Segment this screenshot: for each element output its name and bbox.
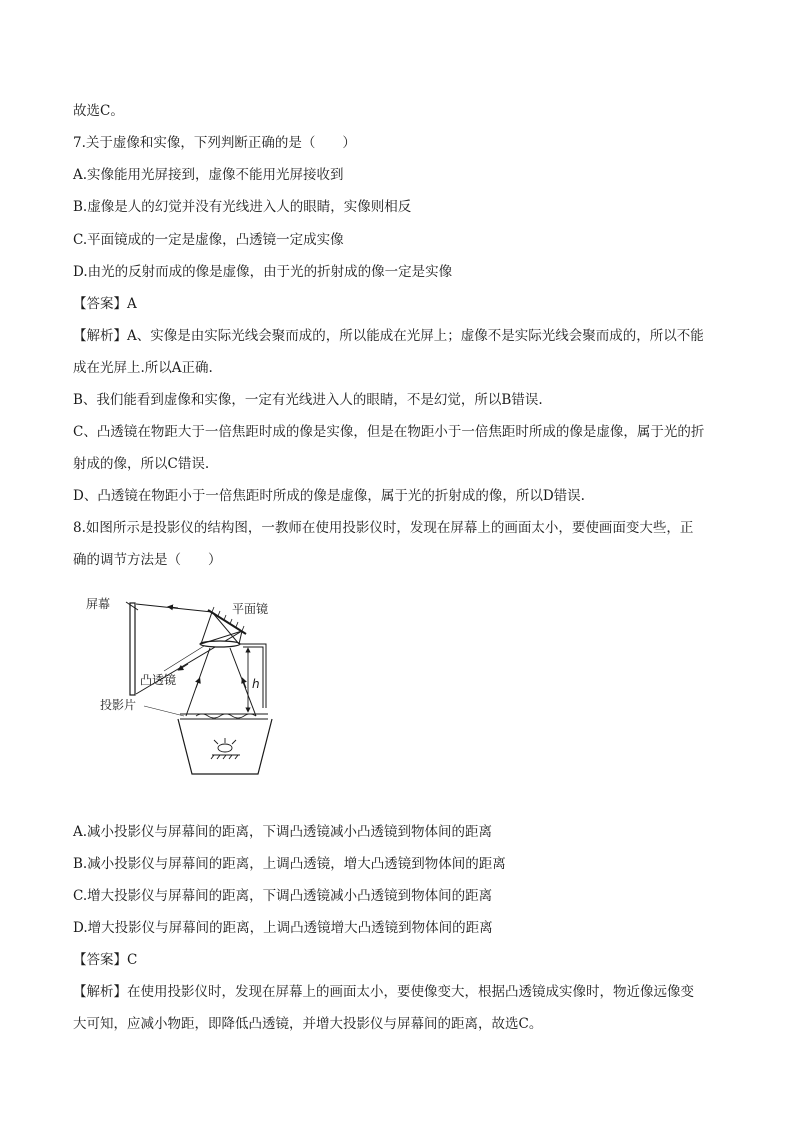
question-8-analysis: 大可知，应减小物距，即降低凸透镜，并增大投影仪与屏幕间的距离，故选C。	[73, 1016, 543, 1032]
slide-label: 投影片	[100, 698, 137, 712]
projection-slide-shape	[180, 714, 268, 719]
question-8-stem: 8.如图所示是投影仪的结构图，一教师在使用投影仪时，发现在屏幕上的画面太小，要使画面变大些，正	[73, 520, 694, 536]
question-7-option-b: B.虚像是人的幻觉并没有光线进入人的眼睛，实像则相反	[73, 199, 412, 215]
question-7-option-a: A.实像能用光屏接到，虚像不能用光屏接收到	[73, 167, 344, 183]
question-8-option-d: D.增大投影仪与屏幕间的距离，上调凸透镜增大凸透镜到物体间的距离	[73, 920, 493, 936]
question-7-answer: 【答案】A	[73, 296, 137, 312]
question-7-analysis: D、凸透镜在物距小于一倍焦距时所成的像是虚像，属于光的折射成的像，所以D错误.	[73, 488, 585, 504]
text-line: 故选C。	[73, 103, 124, 119]
question-7-analysis: 成在光屏上.所以A正确.	[73, 360, 213, 376]
question-8-answer: 【答案】C	[73, 952, 138, 968]
question-8-stem: 确的调节方法是（ ）	[73, 552, 222, 568]
question-7-analysis: B、我们能看到虚像和实像，一定有光线进入人的眼睛，不是幻觉，所以B错误.	[73, 392, 543, 408]
mirror-label: 平面镜	[232, 602, 269, 616]
height-label: h	[252, 677, 260, 691]
question-8-option-c: C.增大投影仪与屏幕间的距离，下调凸透镜减小凸透镜到物体间的距离	[73, 888, 493, 904]
slide-label-pointer	[144, 706, 184, 716]
lens-label-pointer	[164, 646, 204, 671]
question-8-analysis: 【解析】在使用投影仪时，发现在屏幕上的画面太小，要使像变大，根据凸透镜成实像时，物近像远像变	[73, 984, 694, 1000]
question-7-option-c: C.平面镜成的一定是虚像，凸透镜一定成实像	[73, 232, 344, 248]
projector-diagram	[86, 588, 300, 776]
lamp-shape	[211, 738, 240, 759]
lens-label: 凸透镜	[140, 673, 177, 687]
question-8-option-b: B.减小投影仪与屏幕间的距离，上调凸透镜，增大凸透镜到物体间的距离	[73, 856, 506, 872]
question-7-analysis: 射成的像，所以C错误.	[73, 456, 210, 472]
question-7-option-d: D.由光的反射而成的像是虚像，由于光的折射成的像一定是实像	[73, 264, 453, 280]
question-7-stem: 7.关于虚像和实像，下列判断正确的是（ ）	[73, 135, 356, 151]
question-8-option-a: A.减小投影仪与屏幕间的距离，下调凸透镜减小凸透镜到物体间的距离	[73, 824, 493, 840]
question-7-analysis: C、凸透镜在物距大于一倍焦距时成的像是实像，但是在物距小于一倍焦距时所成的像是虚像，属于光的折	[73, 424, 705, 440]
lens-support-arm	[240, 644, 266, 708]
projector-body-shape	[178, 719, 272, 774]
screen-label: 屏幕	[86, 597, 111, 611]
question-7-analysis: 【解析】A、实像是由实际光线会聚而成的，所以能成在光屏上；虚像不是实际光线会聚而成的，所以不能	[73, 328, 704, 344]
screen-shape	[126, 602, 138, 695]
